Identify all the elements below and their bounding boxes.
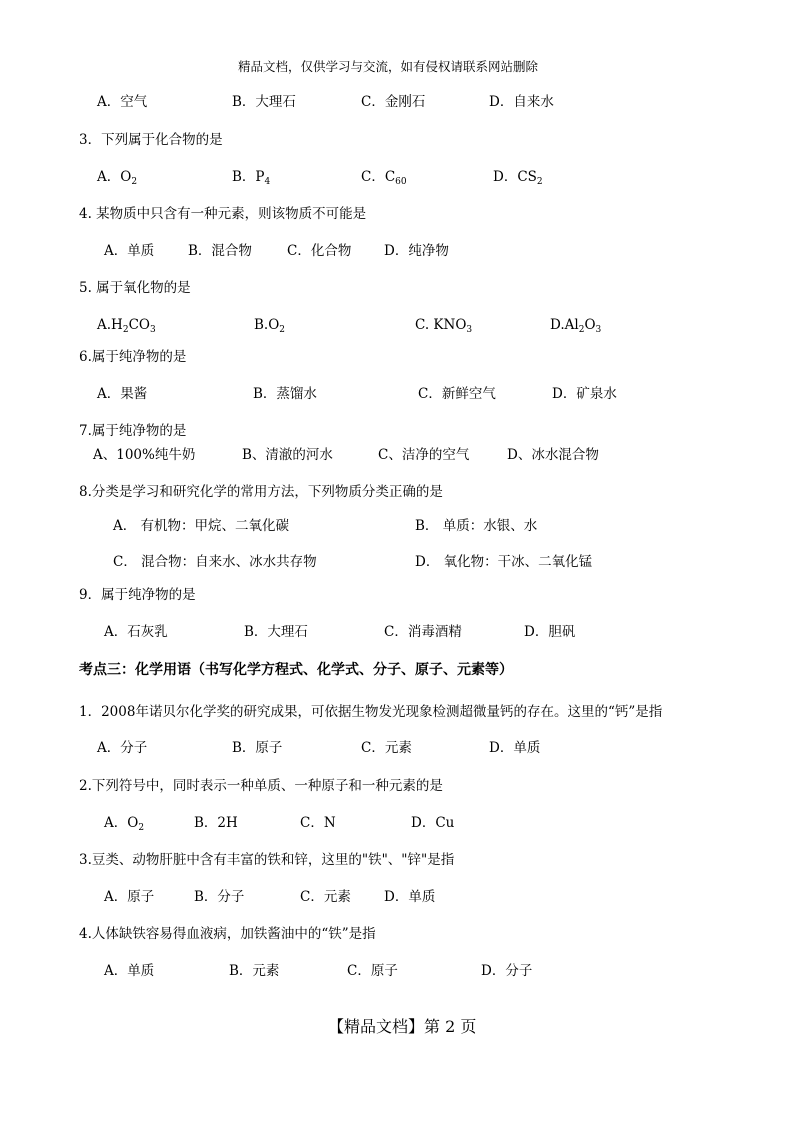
answer-option [481, 962, 532, 980]
option-text: C．C [361, 169, 396, 185]
answer-option [524, 623, 575, 641]
subscript: 3 [466, 325, 473, 335]
answer-option [113, 517, 289, 535]
subscript: 2 [279, 325, 286, 335]
option-text: B、清澈的河水 [242, 447, 333, 463]
answer-option [97, 739, 147, 757]
option-text: C．新鲜空气 [418, 386, 496, 402]
question-stem: 3.豆类、动物肝脏中含有丰富的铁和锌，这里的"铁"、"锌"是指 [79, 852, 455, 868]
answer-option [415, 517, 537, 535]
question-stem: 2.下列符号中，同时表示一种单质、一种原子和一种元素的是 [79, 778, 443, 794]
answer-option [97, 93, 147, 111]
option-text: B．2H [194, 815, 238, 831]
answer-option [493, 168, 543, 186]
answer-option [93, 446, 195, 464]
option-text: B.O [254, 317, 280, 333]
option-text: C．N [300, 815, 336, 831]
answer-option [347, 962, 398, 980]
option-text: A．果酱 [97, 386, 148, 402]
subscript: 2 [122, 325, 129, 335]
option-text: D．CS [493, 169, 537, 185]
option-text: D．矿泉水 [552, 386, 617, 402]
page-header: 精品文档，仅供学习与交流，如有侵权请联系网站删除 [238, 59, 539, 74]
option-text: A．原子 [104, 889, 155, 905]
option-text: B．大理石 [244, 624, 308, 640]
subscript: 3 [595, 325, 602, 335]
answer-option [194, 814, 238, 832]
answer-option [104, 623, 168, 641]
option-text: A．单质 [104, 963, 155, 979]
option-text: D.Al [550, 317, 579, 333]
answer-option [113, 553, 317, 571]
answer-option [361, 739, 412, 757]
option-text: A．O [104, 815, 139, 831]
option-text: B．原子 [232, 740, 283, 756]
question-stem: 9．属于纯净物的是 [79, 587, 196, 603]
answer-option [253, 385, 317, 403]
answer-option [104, 814, 144, 832]
option-text: A、100%纯牛奶 [93, 447, 196, 463]
answer-option [97, 168, 137, 186]
option-text: B．大理石 [232, 94, 296, 110]
option-text: A．O [97, 169, 132, 185]
answer-option [411, 814, 454, 832]
answer-option [244, 623, 308, 641]
question-stem: 1．2008年诺贝尔化学奖的研究成果，可依据生物发光现象检测超微量钙的存在。这里的“钙”是指 [79, 704, 663, 720]
answer-option [287, 242, 351, 260]
answer-option [550, 316, 601, 334]
answer-option [415, 553, 592, 571]
option-text: O [584, 317, 596, 333]
option-text: A.H [97, 317, 123, 333]
option-text: C. KNO [415, 317, 467, 333]
question-stem: 6.属于纯净物的是 [79, 349, 187, 365]
option-text: D．自来水 [489, 94, 554, 110]
subscript: 2 [131, 177, 138, 187]
question-stem: 4.人体缺铁容易得血液病，加铁酱油中的“铁”是指 [79, 926, 376, 942]
option-text: D、冰水混合物 [507, 447, 599, 463]
option-text: C．金刚石 [361, 94, 426, 110]
answer-option [232, 93, 296, 111]
answer-option [384, 888, 435, 906]
answer-option [104, 242, 154, 260]
option-text: A．分子 [97, 740, 148, 756]
answer-option [97, 385, 147, 403]
option-text: D．胆矾 [524, 624, 576, 640]
question-stem: 4. 某物质中只含有一种元素，则该物质不可能是 [79, 206, 367, 222]
option-text: D． 氧化物：干冰、二氧化锰 [415, 554, 593, 570]
answer-option [378, 446, 469, 464]
option-text: B． 单质：水银、水 [415, 518, 538, 534]
option-text: C．化合物 [287, 243, 352, 259]
option-text: C．原子 [347, 963, 398, 979]
answer-option [254, 316, 285, 334]
answer-option [552, 385, 617, 403]
answer-option [507, 446, 599, 464]
question-stem: 7.属于纯净物的是 [79, 423, 187, 439]
answer-option [300, 888, 351, 906]
option-text: C．消毒酒精 [384, 624, 462, 640]
answer-option [418, 385, 496, 403]
option-text: B．蒸馏水 [253, 386, 317, 402]
answer-option [188, 242, 252, 260]
answer-option [384, 242, 449, 260]
subscript: 60 [395, 177, 407, 187]
subscript: 2 [536, 177, 543, 187]
question-stem: 3．下列属于化合物的是 [79, 132, 223, 148]
option-text: D．单质 [384, 889, 436, 905]
answer-option [361, 93, 425, 111]
answer-option [104, 962, 154, 980]
answer-option [489, 739, 540, 757]
answer-option [232, 739, 282, 757]
subscript: 2 [138, 823, 145, 833]
option-text: A．单质 [104, 243, 155, 259]
option-text: D．分子 [481, 963, 533, 979]
answer-option [415, 316, 472, 334]
option-text: C． 混合物：自来水、冰水共存物 [113, 554, 317, 570]
option-text: B．元素 [229, 963, 280, 979]
option-text: D．Cu [411, 815, 455, 831]
question-stem: 5. 属于氧化物的是 [79, 280, 191, 296]
option-text: C．元素 [300, 889, 351, 905]
answer-option [242, 446, 333, 464]
option-text: B．混合物 [188, 243, 252, 259]
answer-option [229, 962, 279, 980]
option-text: CO [128, 317, 150, 333]
answer-option [361, 168, 407, 186]
option-text: B．分子 [194, 889, 245, 905]
answer-option [232, 168, 270, 186]
answer-option [384, 623, 462, 641]
option-text: D．单质 [489, 740, 541, 756]
answer-option [104, 888, 154, 906]
option-text: A．石灰乳 [104, 624, 168, 640]
subscript: 2 [578, 325, 585, 335]
answer-option [300, 814, 336, 832]
subscript: 3 [149, 325, 156, 335]
question-stem: 8.分类是学习和研究化学的常用方法，下列物质分类正确的是 [79, 484, 443, 500]
option-text: C、洁净的空气 [378, 447, 470, 463]
answer-option [194, 888, 244, 906]
answer-option [97, 316, 156, 334]
section-heading: 考点三：化学用语（书写化学方程式、化学式、分子、原子、元素等） [79, 662, 513, 678]
option-text: A． 有机物：甲烷、二氧化碳 [113, 518, 290, 534]
option-text: C．元素 [361, 740, 412, 756]
option-text: D．纯净物 [384, 243, 449, 259]
option-text: A．空气 [97, 94, 148, 110]
page-footer: 【精品文档】第 2 页 [328, 1017, 477, 1036]
subscript: 4 [264, 177, 271, 187]
option-text: B．P [232, 169, 265, 185]
answer-option [489, 93, 554, 111]
